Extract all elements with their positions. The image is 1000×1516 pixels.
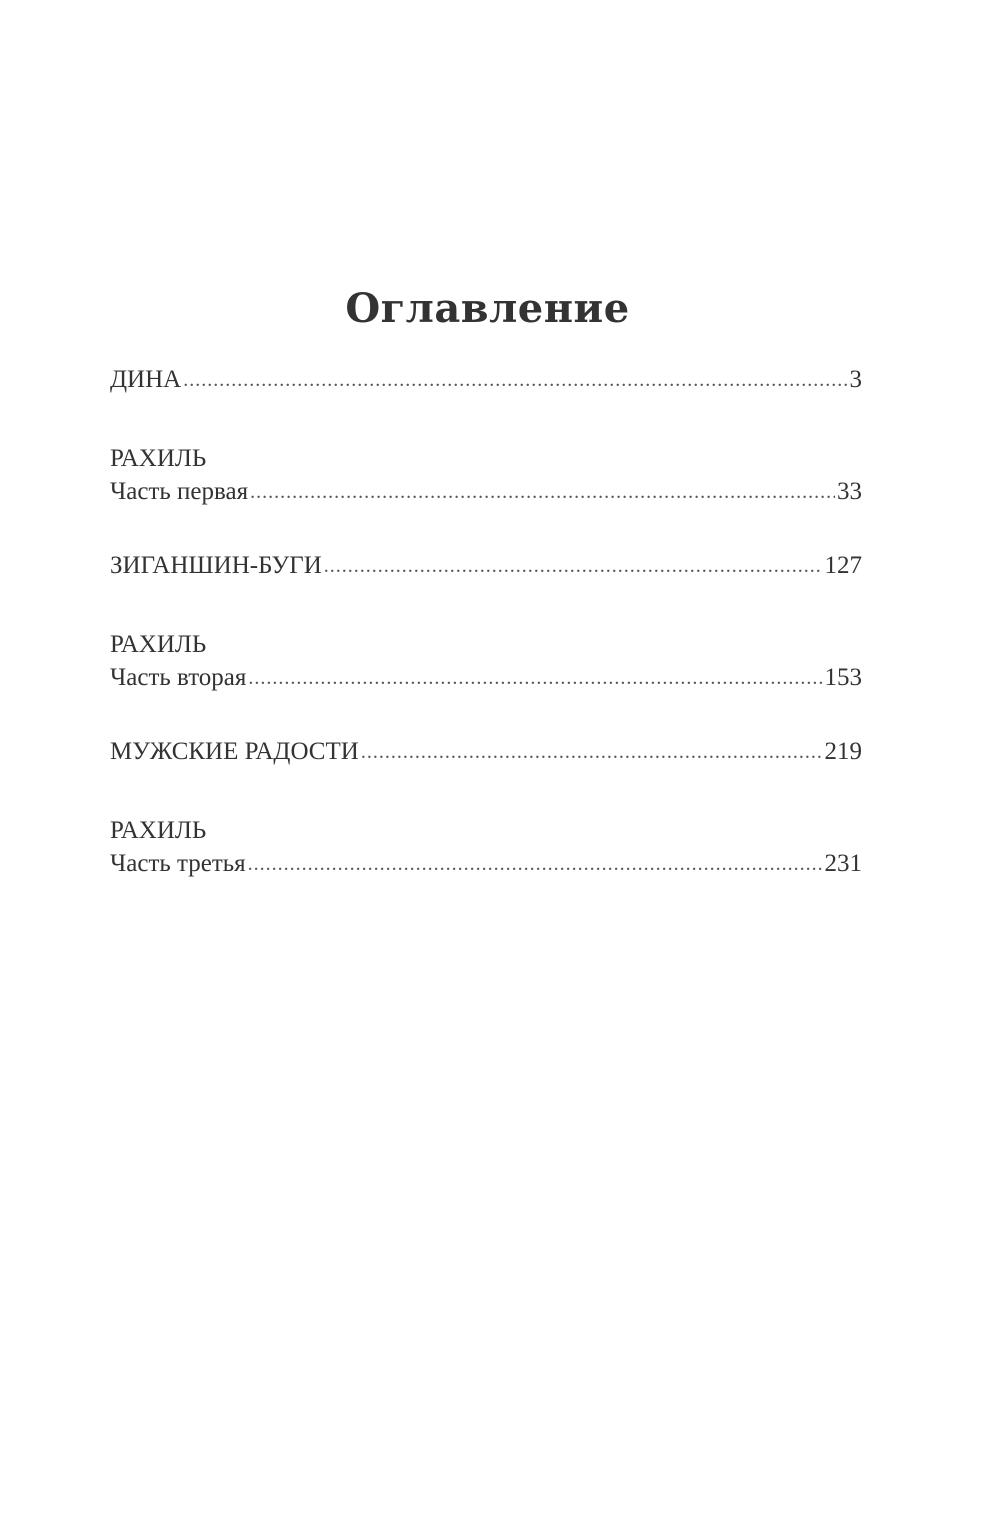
table-of-contents	[110, 366, 862, 888]
toc-entry-rakhil-part-1	[110, 440, 862, 516]
toc-section-heading: РАХИЛЬ	[110, 631, 207, 658]
toc-page-number: 3	[849, 366, 862, 393]
toc-line	[110, 552, 862, 590]
dot-leader	[248, 667, 822, 690]
page-title: Оглавление	[345, 285, 630, 332]
toc-line	[110, 366, 862, 404]
dot-leader	[361, 741, 823, 764]
toc-page-number: 231	[824, 850, 862, 877]
toc-page-number: 127	[824, 552, 862, 579]
toc-section-heading: РАХИЛЬ	[110, 817, 207, 844]
dot-leader	[324, 555, 823, 578]
toc-entry-rakhil-part-3	[110, 812, 862, 888]
dot-leader	[183, 369, 847, 392]
toc-line	[110, 478, 862, 516]
toc-page-number: 33	[837, 478, 862, 505]
toc-page-number: 219	[824, 738, 862, 765]
toc-section-heading: РАХИЛЬ	[110, 445, 207, 472]
toc-entry-label: Часть третья	[110, 850, 246, 877]
dot-leader	[250, 481, 835, 504]
toc-line	[110, 664, 862, 702]
toc-entry-label: ДИНА	[110, 366, 182, 393]
toc-line	[110, 738, 862, 776]
toc-page-number: 153	[824, 664, 862, 691]
toc-entry-muzhskie-radosti	[110, 738, 862, 776]
toc-entry-label: Часть вторая	[110, 664, 247, 691]
toc-entry-label: МУЖСКИЕ РАДОСТИ	[110, 738, 359, 765]
toc-line	[110, 850, 862, 888]
toc-entry-label: ЗИГАНШИН-БУГИ	[110, 552, 322, 579]
toc-entry-ziganshin-bugi	[110, 552, 862, 590]
toc-entry-dina	[110, 366, 862, 404]
dot-leader	[248, 853, 823, 876]
toc-entry-rakhil-part-2	[110, 626, 862, 702]
toc-entry-label: Часть первая	[110, 478, 249, 505]
